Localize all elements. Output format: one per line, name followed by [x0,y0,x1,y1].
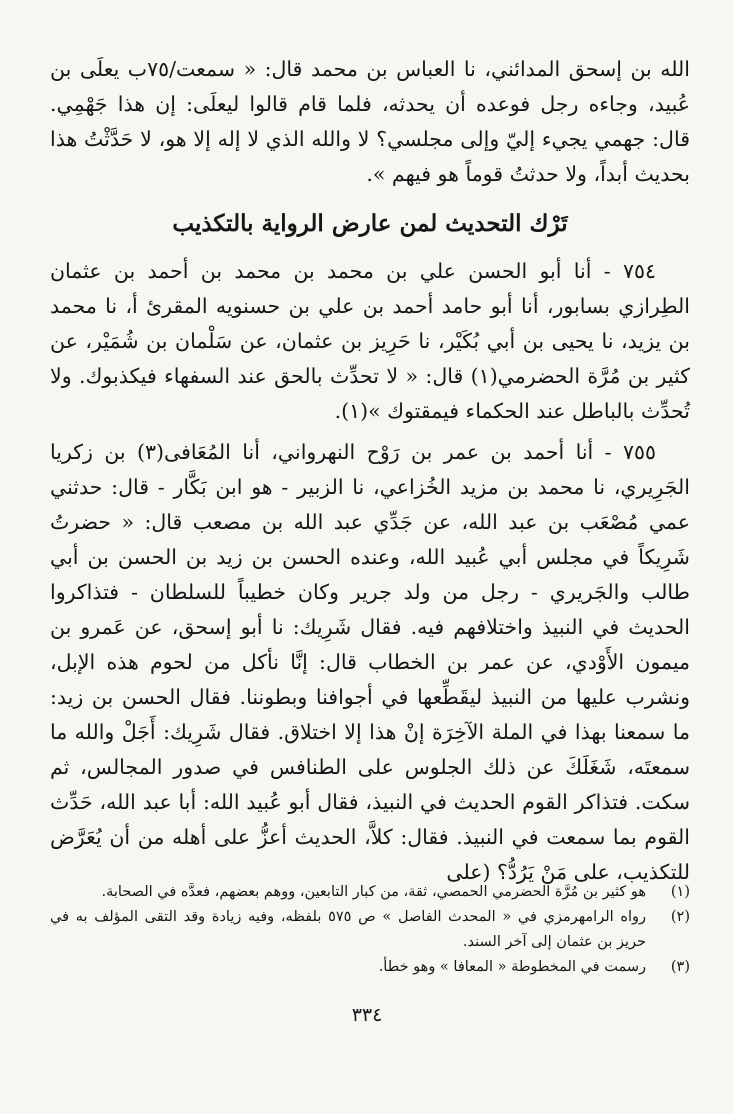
footnote-text: رسمت في المخطوطة « المعافا » وهو خطأ. [378,959,646,975]
footnote-3 [50,955,690,980]
intro-paragraph: الله بن إسحق المدائني، نا العباس بن محمد قال: « سمعت/٧٥ب يعلَى بن عُبيد، وجاءه رجل فوعده أن يحدثه، فلما قام قالوا ليعلَى: إن هذا جَهْمِي. قال: جهمي يجيء إليّ وإلى مجلسي؟ لا والله الذي لا إله إلا هو، لا حَدَّثْتُ هذا بحديث أبداً، ولا حدثتُ قوماً هو فيهم ». [50,57,690,186]
hadith-755-paragraph: ٧٥٥ - أنا أحمد بن عمر بن رَوْح النهرواني، أنا المُعَافى(٣) بن زكريا الجَرِيري، نا محمد بن مزيد الخُزاعي، نا الزبير - هو ابن بَكَّار - قال: حدثني عمي مُصْعَب بن عبد الله، عن جَدِّي عبد الله بن مصعب قال: « حضرتُ شَرِيكاً في مجلس أبي عُبيد الله، وعنده الحسن بن زيد بن الحسن بن أبي طالب والجَريري - رجل من ولد جرير وكان خطيباً للسلطان - فتذاكروا الحديث في النبيذ واختلافهم فيه. فقال شَرِيك: نا أبو إسحق، عن عَمرو بن ميمون الأَوْدي، عن عمر بن الخطاب قال: إنَّا نأكل من لحوم هذه الإبل، ونشرب عليها من النبيذ ليقَطِّعها في أجوافنا وبطوننا. فقال الحسن بن زيد: ما سمعنا بهذا في الملة الآخِرَة إنْ هذا إلا اختلاق. فقال شَرِيك: أَجَلْ والله ما سمعتَه، شَغَلَكَ عن ذلك الجلوس على الطنافس في صدور المجالس، ثم سكت. فتذاكر القوم الحديث في النبيذ، فقال أبو عُبيد الله: أبا عبد الله، حَدِّث القوم بما سمعت في النبيذ. فقال: كلاَّ، الحديث أعزُّ على أهله من أن يُعَرَّض للتكذيب، على مَنْ يَرُدُّ؟ (على [50,440,690,884]
footnote-text: رواه الرامهرمزي في « المحدث الفاصل » ص ٥٧٥ بلفظه، وفيه زيادة وقد التقى المؤلف به في حريز بن عثمان إلى آخر السند. [50,909,646,950]
section-heading: تَرْك التحديث لمن عارض الرواية بالتكذيب [172,210,568,237]
footnote-number: (٣) [670,959,690,975]
footnote-number: (٢) [670,909,690,925]
page-number: ٣٣٤ [351,1004,383,1026]
footnote-1 [50,880,690,905]
footnotes [50,880,690,980]
footnote-number: (١) [670,884,690,900]
hadith-754-paragraph: ٧٥٤ - أنا أبو الحسن علي بن محمد بن محمد بن أحمد بن عثمان الطِرازي بسابور، أنا أبو حامد أحمد بن علي بن حسنويه المقرئ أ، نا محمد بن يزيد، نا يحيى بن أبي بُكَيْر، نا حَرِيز بن عثمان، عن سَلْمان بن شُمَيْر، عن كثير بن مُرَّة الحضرمي(١) قال: « لا تحدِّث بالحق عند السفهاء فيكذبوك. ولا تُحدِّث بالباطل عند الحكماء فيمقتوك »(١). [50,259,690,423]
footnote-text: هو كثير بن مُرَّة الحضرمي الحمصي، ثقة، من كبار التابعين، ووهم بعضهم، فعدَّه في الصحابة. [101,884,646,900]
footnote-2 [50,905,690,955]
